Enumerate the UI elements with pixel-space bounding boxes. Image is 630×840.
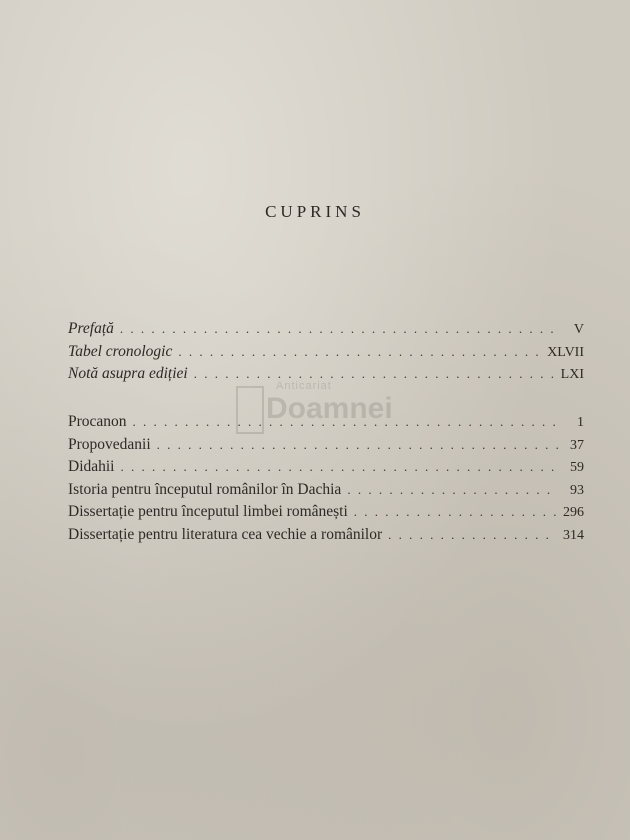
watermark-logo-icon — [236, 386, 264, 434]
toc-entry-title: Notă asupra ediției — [68, 365, 188, 382]
dot-leader — [354, 504, 557, 520]
toc-row — [68, 526, 584, 549]
toc-page-number: 37 — [570, 437, 584, 453]
toc-page-number: V — [573, 322, 584, 337]
watermark-top-text: Anticariat — [276, 380, 332, 392]
dot-leader — [178, 344, 541, 360]
toc-row — [68, 481, 584, 504]
watermark — [236, 378, 406, 438]
page-heading: CUPRINS — [265, 202, 365, 221]
toc-entry-title: Dissertație pentru literatura cea vechie a românilor — [68, 525, 383, 543]
watermark-main-text: Doamnei — [266, 392, 393, 425]
toc-row — [68, 503, 584, 526]
toc-entry-title: Propovedanii — [68, 435, 151, 453]
toc-page-number: 59 — [570, 460, 584, 475]
toc-entry-title: Didahii — [68, 458, 115, 475]
toc-row — [68, 343, 584, 366]
toc-page-number: 296 — [563, 505, 584, 520]
toc-entry-title: Tabel cronologic — [68, 342, 173, 360]
toc-page-number: LXI — [560, 367, 584, 382]
toc-entry-title: Dissertație pentru începutul limbei românești — [68, 503, 348, 520]
toc-entry-title: Procanon — [68, 413, 127, 430]
toc-page-number: 314 — [563, 527, 584, 543]
toc-entry-title: Istoria pentru începutul românilor în Dachia — [68, 480, 342, 498]
toc-page-number: 93 — [570, 482, 584, 498]
toc-entry-title: Prefață — [68, 320, 114, 337]
dot-leader — [120, 321, 558, 337]
toc-row — [68, 458, 584, 481]
dot-leader — [388, 527, 557, 543]
toc-row — [68, 320, 584, 343]
dot-leader — [121, 459, 559, 475]
toc-page-number: 1 — [577, 415, 584, 430]
dot-leader — [157, 437, 558, 453]
toc-row — [68, 436, 584, 459]
dot-leader — [347, 482, 558, 498]
toc-page-number: XLVII — [547, 344, 584, 360]
